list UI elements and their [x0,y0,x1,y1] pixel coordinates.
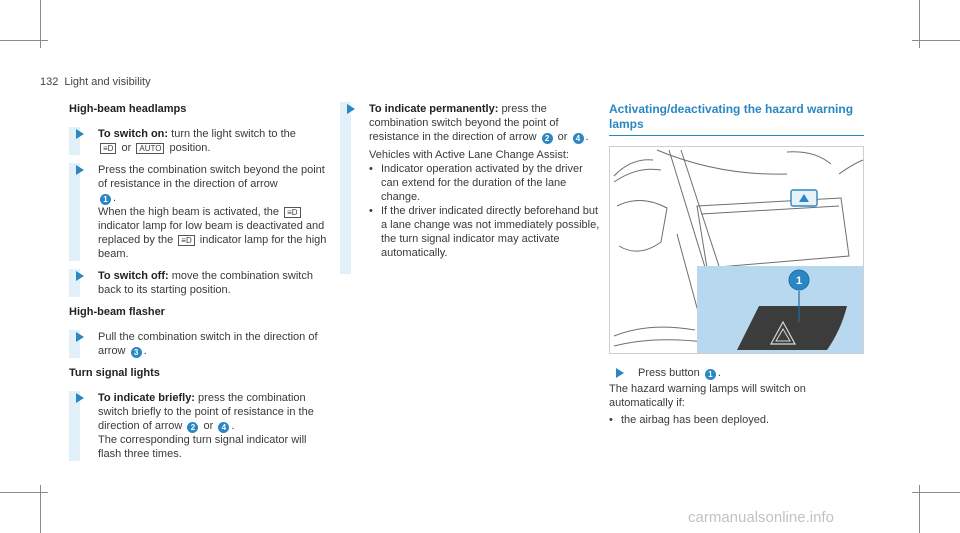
heading-turn-signal: Turn signal lights [69,367,160,379]
callout-number: 2 [187,422,198,433]
step-press-hazard: Press button 1 . [609,366,864,380]
low-beam-icon: ≡D [100,143,116,154]
arrow-icon [76,332,84,342]
crop-mark [0,40,48,41]
callout-number: 2 [542,133,553,144]
step-indicate-briefly: To indicate briefly: press the combination switch briefly to the point of resistance in the direction of arrow 2 or 4 . The corresponding turn signal indicator will flash three times. [69,391,329,461]
arrow-icon [616,368,624,378]
column-left [69,102,329,469]
arrow-icon [76,393,84,403]
step-switch-off: To switch off: move the combination switch back to its starting position. [69,269,329,297]
page-number: 132 [40,76,59,88]
crop-mark [0,492,48,493]
step-bar [340,102,351,274]
arrow-icon [76,271,84,281]
low-beam-icon: ≡D [284,207,300,218]
divider [609,135,864,136]
step-press-switch: Press the combination switch beyond the point of resistance in the direction of arrow 1 . When the high beam is activated, the ≡D indicator lamp for low beam is deactivated and replaced by the ≡D indicator lamp for the high beam. [69,163,329,261]
hazard-illustration [609,146,864,354]
step-bar [69,163,80,261]
callout-number: 3 [131,347,142,358]
crop-mark [912,40,960,41]
arrow-icon [76,129,84,139]
step-switch-on: To switch on: turn the light switch to the ≡D or AUTO position. [69,127,329,155]
callout-number: 1 [705,369,716,380]
high-beam-icon: ≡D [178,235,194,246]
list-item: • Indicator operation activated by the driver can extend for the duration of the lane change. [369,162,600,204]
list-item: • the airbag has been deployed. [609,413,864,427]
watermark: carmanualsonline.info [688,509,834,526]
heading-flasher: High-beam flasher [69,306,165,318]
callout-number: 4 [218,422,229,433]
heading-high-beam: High-beam headlamps [69,103,187,115]
step-flasher: Pull the combination switch in the direction of arrow 3 . [69,330,329,358]
list-item: • If the driver indicated directly beforehand but a lane change was not immediately possible, the turn signal indicator may activate automatically. [369,204,600,260]
page-header [40,75,151,89]
callout-number: 1 [100,194,111,205]
crop-mark [912,492,960,493]
hazard-auto-text: The hazard warning lamps will switch on automatically if: [609,383,806,409]
callout-number: 4 [573,133,584,144]
callout-number: 1 [795,275,803,287]
column-right [609,102,864,427]
step-indicate-permanently: To indicate permanently: press the combination switch beyond the point of resistance in the direction of arrow 2 or 4 . Vehicles with Active Lane Change Assist: • Indicator operation activated by the driver can extend for the duration of the lane change. • If the driver indicated directly beforehand but a lane change was not immediately possible, the turn signal indicator may activate automatically. [340,102,600,274]
heading-hazard: Activating/deactivating the hazard warning lamps [609,102,854,131]
arrow-icon [76,165,84,175]
section-name: Light and visibility [64,76,151,88]
arrow-icon [347,104,355,114]
column-middle [340,102,600,282]
auto-icon: AUTO [136,143,164,154]
